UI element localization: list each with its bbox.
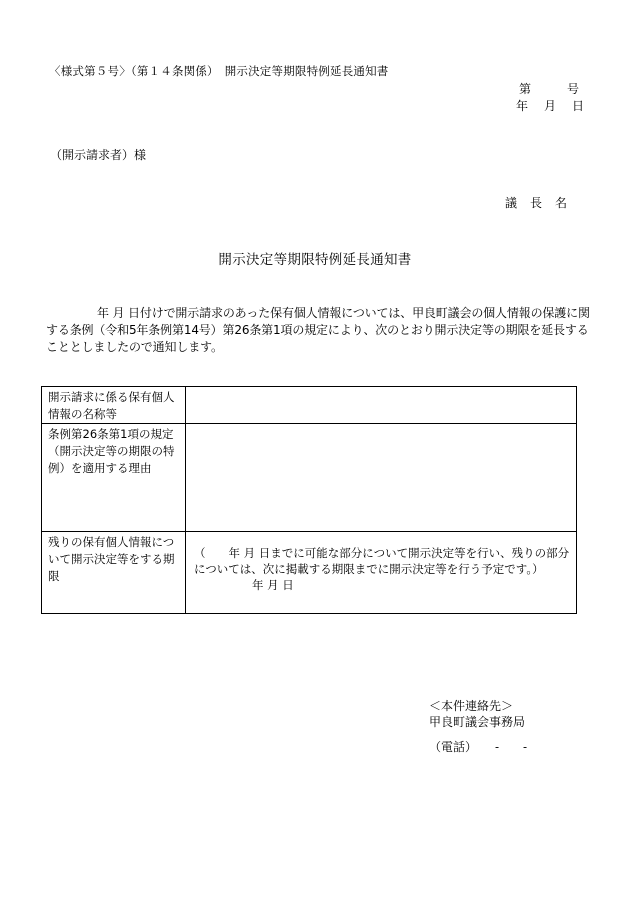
table-row [42, 532, 577, 614]
row3-value [186, 532, 577, 614]
date-day: 日 [572, 99, 585, 113]
document-title: 開示決定等期限特例延長通知書 [218, 252, 412, 268]
row3-value-line1: （ 年 月 日までに可能な部分について開示決定等を行い、残りの部分については、次に掲載する期限までに開示決定等を行う予定です。） [194, 546, 570, 576]
date-year: 年 [516, 99, 529, 113]
doc-number-suffix: 号 [567, 82, 580, 96]
table-row [42, 424, 577, 532]
date-month: 月 [544, 99, 557, 113]
contact-office: 甲良町議会事務局 [429, 715, 526, 729]
notice-body: 年 月 日付けで開示請求のあった保有個人情報については、甲良町議会の個人情報の保護に関する条例（令和5年条例第14号）第26条第1項の規定により、次のとおり開示決定等の期限を延長することとしましたので通知します。 [46, 306, 590, 354]
row3-value-line2: 年 月 日 [252, 578, 294, 592]
sender: 議長名 [505, 196, 581, 210]
notice-table [41, 386, 577, 614]
recipient: （開示請求者）様 [50, 148, 147, 162]
row1-label: 開示請求に係る保有個人情報の名称等 [42, 387, 186, 424]
form-header-label: 〈様式第５号〉（第１４条関係） 開示決定等期限特例延長通知書 [49, 64, 389, 78]
document-date [516, 97, 584, 114]
row2-label: 条例第26条第1項の規定（開示決定等の期限の特例）を適用する理由 [42, 424, 186, 532]
doc-number-prefix: 第 [519, 82, 532, 96]
row1-value [186, 387, 577, 424]
contact-heading: ＜本件連絡先＞ [429, 699, 514, 713]
contact-phone: （電話） - - [429, 740, 528, 754]
table-row [42, 387, 577, 424]
document-number [519, 80, 579, 97]
row3-label: 残りの保有個人情報について開示決定等をする期限 [42, 532, 186, 614]
row2-value [186, 424, 577, 532]
